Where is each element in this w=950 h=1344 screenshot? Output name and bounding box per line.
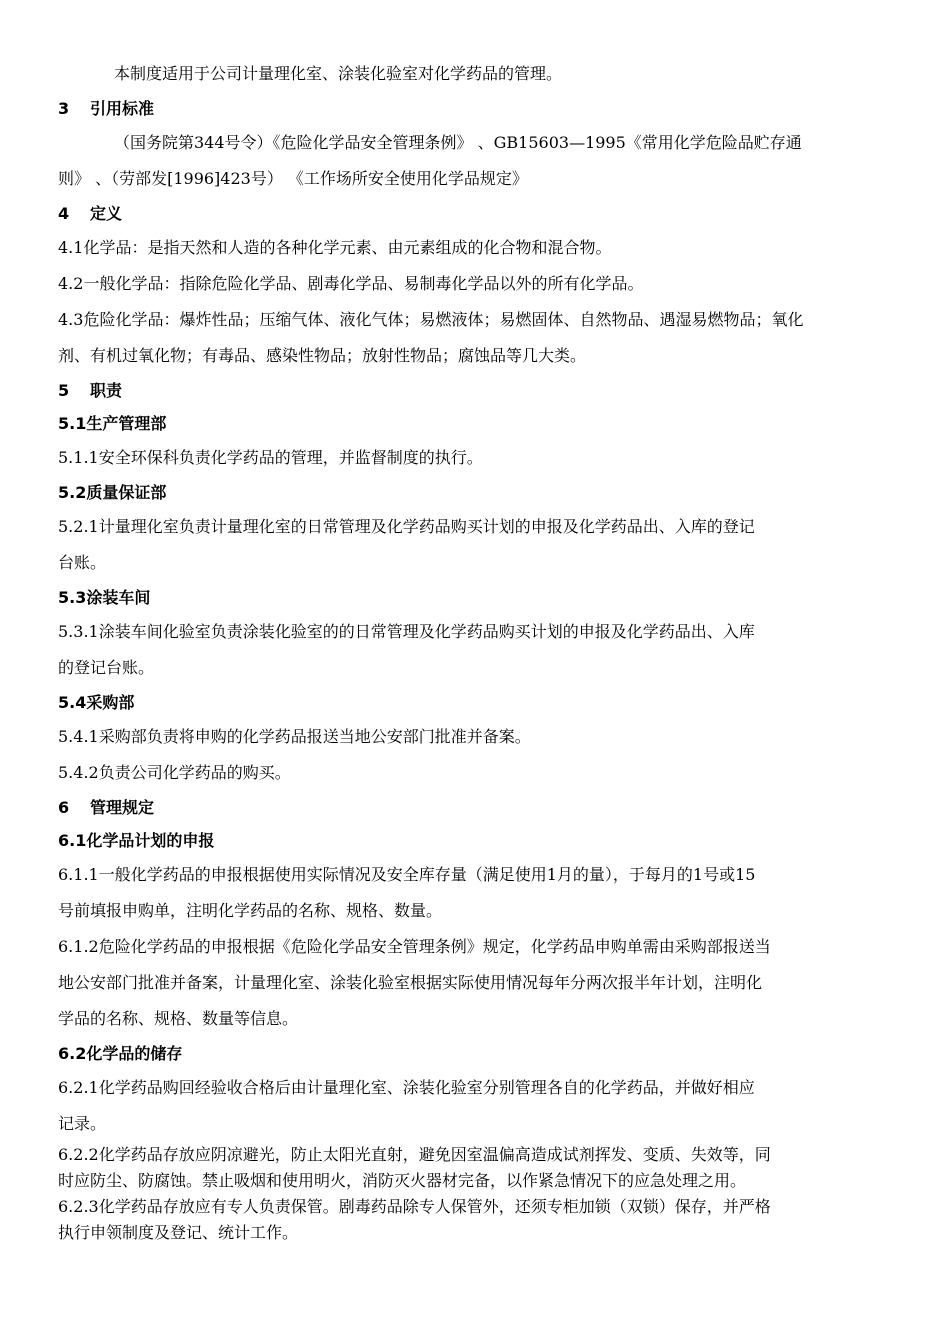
paragraph-4-3-cont: 剂、有机过氧化物；有毒品、感染性物品；放射性物品；腐蚀品等几大类。 — [58, 346, 587, 365]
heading-section-6-1 — [58, 824, 894, 857]
heading-number: 5.3 — [58, 588, 87, 607]
paragraph-5-3-1: 5.3.1涂装车间化验室负责涂装化验室的的日常管理及化学药品购买计划的申报及化学药品出、入库 — [58, 622, 755, 641]
paragraph-6-1-2-cont-2: 学品的名称、规格、数量等信息。 — [58, 1009, 299, 1028]
paragraph-scope: 本制度适用于公司计量理化室、涂装化验室对化学药品的管理。 — [114, 64, 563, 83]
paragraph-6-1-1: 6.1.1一般化学药品的申报根据使用实际情况及安全库存量（满足使用1月的量），于每月的1号或15 — [58, 865, 756, 884]
paragraph-6-2-3-cont: 执行申领制度及登记、统计工作。 — [58, 1223, 299, 1242]
paragraph-4-2: 4.2一般化学品：指除危险化学品、剧毒化学品、易制毒化学品以外的所有化学品。 — [58, 274, 644, 293]
heading-text: 质量保证部 — [86, 483, 167, 502]
paragraph-references: （国务院第344号令）《危险化学品安全管理条例》 、GB15603—1995《常用化学危险品贮存通 — [114, 133, 802, 152]
heading-number: 5.2 — [58, 483, 87, 502]
heading-section-4 — [58, 197, 894, 230]
heading-text: 职责 — [90, 381, 123, 400]
paragraph-5-4-1: 5.4.1采购部负责将申购的化学药品报送当地公安部门批准并备案。 — [58, 727, 531, 746]
paragraph-6-2-1: 6.2.1化学药品购回经验收合格后由计量理化室、涂装化验室分别管理各自的化学药品，并做好相应 — [58, 1078, 755, 1097]
heading-section-5-4 — [58, 686, 894, 719]
heading-text: 生产管理部 — [86, 414, 167, 433]
heading-text: 涂装车间 — [86, 588, 151, 607]
heading-number: 5.4 — [58, 693, 87, 712]
heading-text: 化学品计划的申报 — [86, 831, 215, 850]
heading-section-6-2 — [58, 1037, 894, 1070]
heading-number: 3 — [58, 99, 70, 118]
heading-text: 定义 — [90, 204, 123, 223]
paragraph-5-2-1: 5.2.1计量理化室负责计量理化室的日常管理及化学药品购买计划的申报及化学药品出、入库的登记 — [58, 517, 755, 536]
heading-section-5-3 — [58, 581, 894, 614]
paragraph-4-3: 4.3危险化学品：爆炸性品；压缩气体、液化气体；易燃液体；易燃固体、自然物品、遇湿易燃物品；氧化 — [58, 310, 804, 329]
paragraph-6-1-2: 6.1.2危险化学药品的申报根据《危险化学品安全管理条例》规定，化学药品申购单需由采购部报送当 — [58, 937, 771, 956]
paragraph-6-2-1-cont: 记录。 — [58, 1114, 107, 1133]
heading-number: 6 — [58, 798, 70, 817]
heading-section-3 — [58, 92, 894, 125]
heading-number: 6.2 — [58, 1044, 87, 1063]
heading-text: 引用标准 — [90, 99, 155, 118]
heading-section-6 — [58, 791, 894, 824]
paragraph-references-cont: 则》 、（劳部发[1996]423号） 《工作场所安全使用化学品规定》 — [58, 169, 528, 188]
heading-number: 5 — [58, 381, 70, 400]
paragraph-5-2-1-cont: 台账。 — [58, 553, 107, 572]
heading-text: 化学品的储存 — [86, 1044, 183, 1063]
heading-text: 采购部 — [86, 693, 135, 712]
heading-text: 管理规定 — [90, 798, 155, 817]
paragraph-6-2-2: 6.2.2化学药品存放应阴凉避光，防止太阳光直射，避免因室温偏高造成试剂挥发、变质、失效等，同 — [58, 1145, 771, 1164]
paragraph-6-2-2-cont: 时应防尘、防腐蚀。禁止吸烟和使用明火，消防灭火器材完备，以作紧急情况下的应急处理之用。 — [58, 1171, 747, 1190]
paragraph-6-1-1-cont: 号前填报申购单，注明化学药品的名称、规格、数量。 — [58, 901, 443, 920]
heading-number: 5.1 — [58, 414, 87, 433]
paragraph-6-2-3: 6.2.3化学药品存放应有专人负责保管。剧毒药品除专人保管外，还须专柜加锁（双锁）保存，并严格 — [58, 1197, 771, 1216]
heading-number: 4 — [58, 204, 70, 223]
paragraph-6-1-2-cont: 地公安部门批准并备案，计量理化室、涂装化验室根据实际使用情况每年分两次报半年计划，注明化 — [58, 973, 763, 992]
document-page — [58, 56, 894, 1246]
heading-section-5-1 — [58, 407, 894, 440]
heading-section-5 — [58, 374, 894, 407]
paragraph-4-1: 4.1化学品：是指天然和人造的各种化学元素、由元素组成的化合物和混合物。 — [58, 238, 612, 257]
paragraph-5-4-2: 5.4.2负责公司化学药品的购买。 — [58, 763, 291, 782]
heading-number: 6.1 — [58, 831, 87, 850]
heading-section-5-2 — [58, 476, 894, 509]
paragraph-5-1-1: 5.1.1安全环保科负责化学药品的管理，并监督制度的执行。 — [58, 448, 483, 467]
paragraph-5-3-1-cont: 的登记台账。 — [58, 658, 155, 677]
